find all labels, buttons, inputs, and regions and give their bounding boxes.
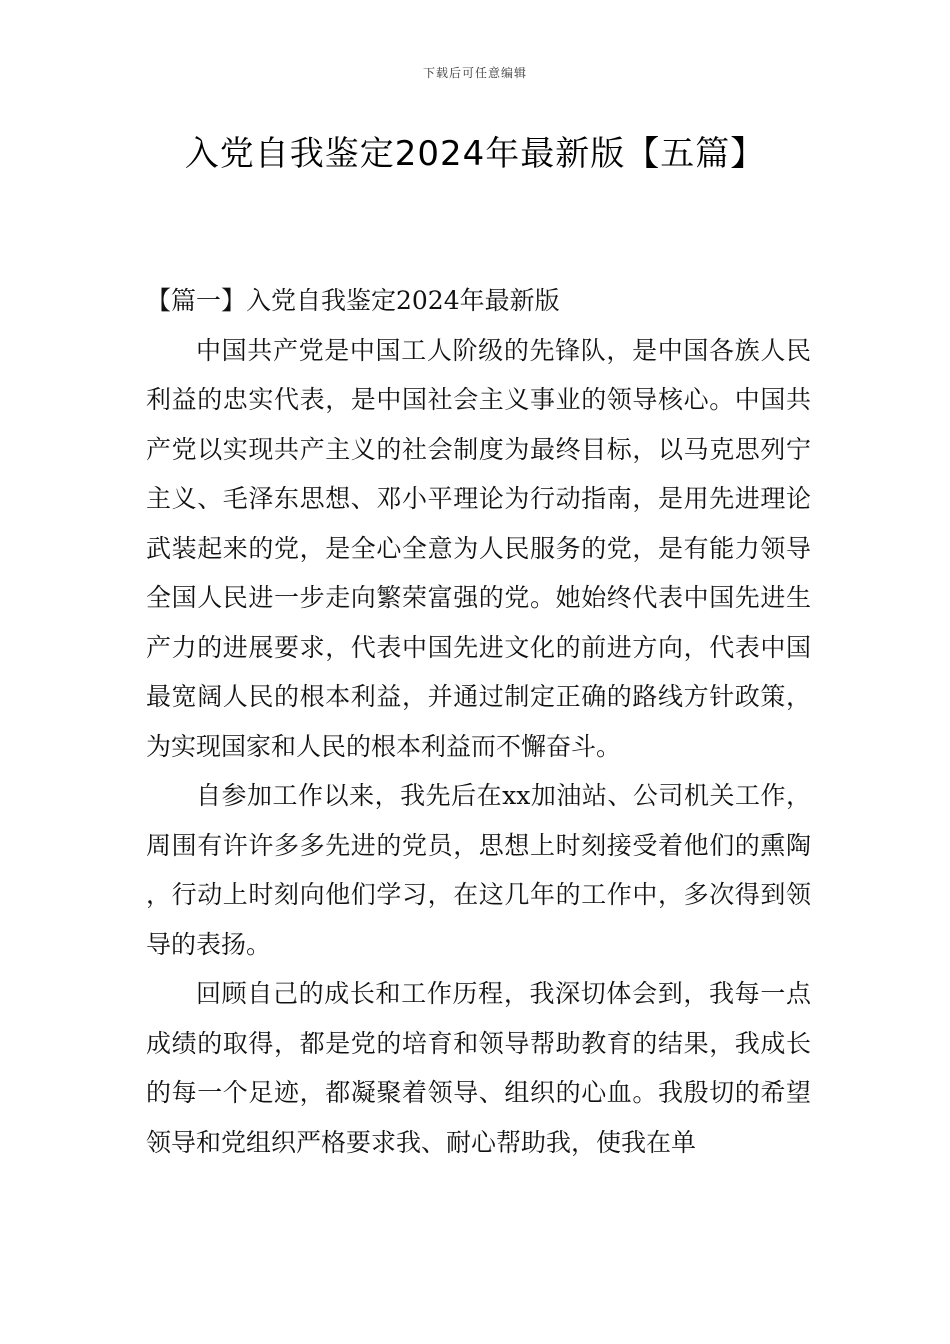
document-title: 入党自我鉴定2024年最新版【五篇】 xyxy=(184,134,766,174)
section-heading: 【篇一】入党自我鉴定2024年最新版 xyxy=(146,286,560,315)
document-body xyxy=(146,276,811,1167)
paragraph-2: 自参加工作以来，我先后在xx加油站、公司机关工作，周围有许许多多先进的党员，思想上时刻接受着他们的熏陶，行动上时刻向他们学习，在这几年的工作中，多次得到领导的表扬。 xyxy=(146,781,811,959)
header-note: 下载后可任意编辑 xyxy=(422,66,527,80)
paragraph-3: 回顾自己的成长和工作历程，我深切体会到，我每一点成绩的取得，都是党的培育和领导帮助教育的结果，我成长的每一个足迹，都凝聚着领导、组织的心血。我殷切的希望领导和党组织严格要求我、耐心帮助我，使我在单 xyxy=(146,979,811,1157)
paragraph-1: 中国共产党是中国工人阶级的先锋队，是中国各族人民利益的忠实代表，是中国社会主义事业的领导核心。中国共产党以实现共产主义的社会制度为最终目标，以马克思列宁主义、毛泽东思想、邓小平理论为行动指南，是用先进理论武装起来的党，是全心全意为人民服务的党，是有能力领导全国人民进一步走向繁荣富强的党。她始终代表中国先进生产力的进展要求，代表中国先进文化的前进方向，代表中国最宽阔人民的根本利益，并通过制定正确的路线方针政策，为实现国家和人民的根本利益而不懈奋斗。 xyxy=(146,335,811,761)
